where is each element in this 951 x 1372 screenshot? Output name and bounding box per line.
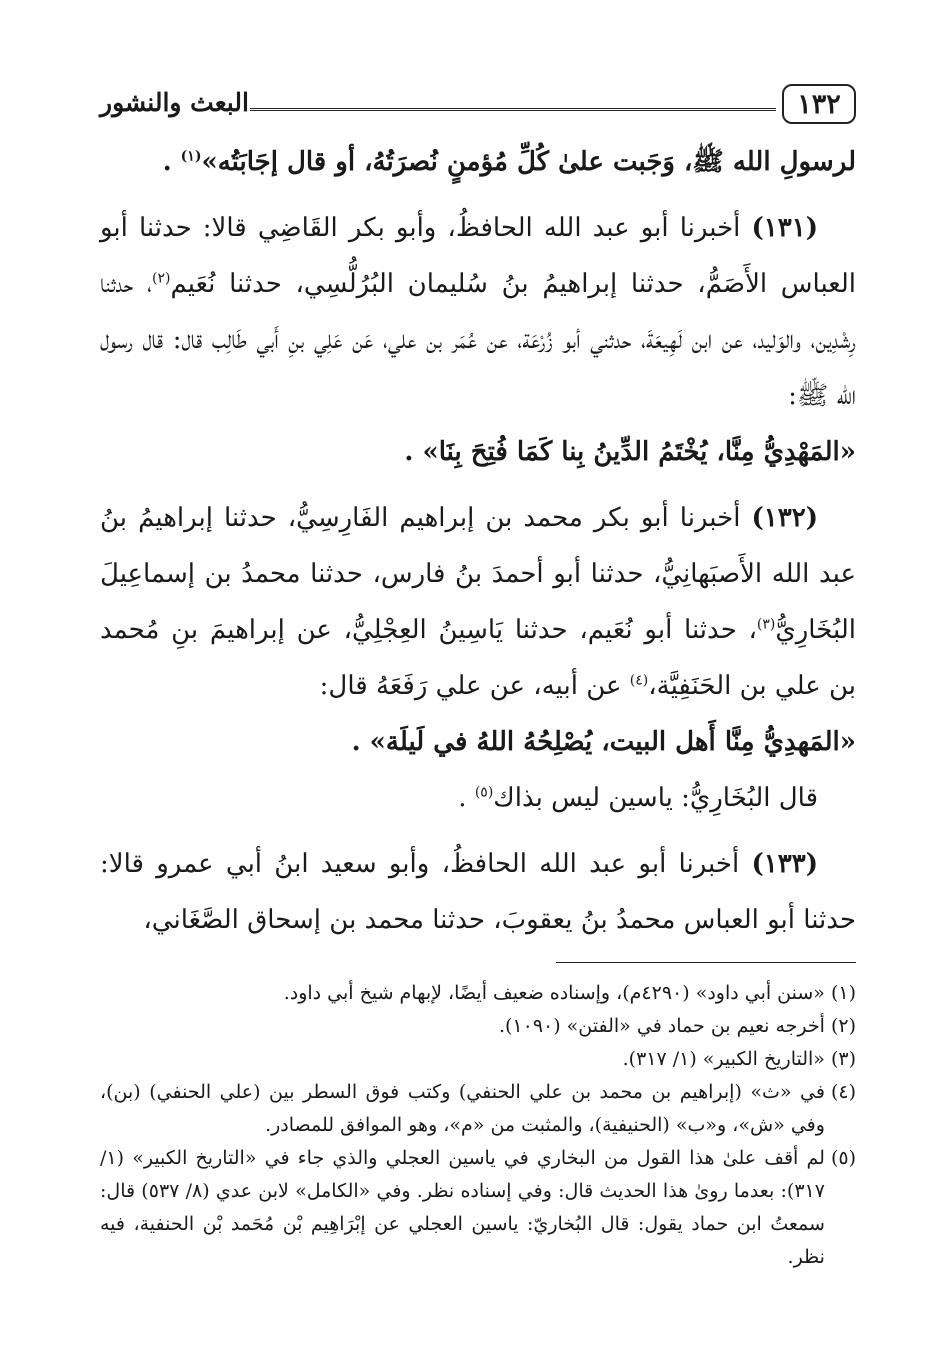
footnote-text: لم أقف علىٰ هذا القول من البخاري في ياسين العجلي والذي جاء في «التاريخ الكبير» (١/ ٣١٧): بعدما روىٰ هذا الحديث قال: وفي إسناده نظر. وفي «الكامل» لابن عدي (٨/ ٥٣٧) قال: سمعتُ ابن حماد يقول: قال البُخاريّ: ياسين العجلي عن إبْرَاهِيم بْن مُحَمد بْن الحنفية، فيه نظر. xyxy=(100,1147,825,1268)
hadith-text: لرسولِ الله ﷺ، وَجَبت علىٰ كُلِّ مُؤمنٍ نُصرَتُهُ، أو قال إجَابَتُه» xyxy=(201,147,856,177)
bukhari-comment xyxy=(100,770,856,826)
footnote-separator xyxy=(556,962,856,963)
footnote-number: (٣) xyxy=(830,1048,856,1070)
comment-text: قال البُخَارِيُّ: ياسين ليس بذاك xyxy=(493,783,818,813)
hadith-number: (١٣٢) xyxy=(751,503,818,533)
isnad-text: عن أبيه، عن علي رَفَعَهُ قال: xyxy=(319,671,630,701)
hadith-matn: «المَهدِيُّ مِنَّا أَهل البيت، يُصْلِحُهُ اللهُ في لَيلَة» . xyxy=(351,727,856,757)
paragraph-131 xyxy=(100,200,856,424)
footnotes xyxy=(100,977,856,1274)
running-title: البعث والنشور xyxy=(100,88,249,117)
hadith-matn: «المَهْدِيُّ مِنَّا، يُخْتَمُ الدِّينُ بِنا كَمَا فُتِحَ بِنَا» . xyxy=(404,437,856,467)
book-page xyxy=(100,70,856,1340)
footnote xyxy=(100,1043,856,1076)
paragraph-132 xyxy=(100,490,856,714)
footnote-text: أخرجه نعيم بن حماد في «الفتن» (١٠٩٠). xyxy=(498,1015,825,1037)
footnote xyxy=(100,977,856,1010)
footnote-number: (٤) xyxy=(830,1081,856,1103)
main-text xyxy=(100,134,856,948)
footnote-number: (١) xyxy=(830,982,856,1004)
isnad-text: أخبرنا أبو عبد الله الحافظُ، وأبو سعيد ابنُ أبي عمرو قالا: حدثنا أبو العباس محمدُ بنُ يعقوبَ، حدثنا محمد بن إسحاق الصَّغَاني، xyxy=(100,849,856,935)
footnote-text: «سنن أبي داود» (٤٢٩٠م)، وإسناده ضعيف أيضًا، لإبهام شيخ أبي داود. xyxy=(283,982,825,1004)
footnote-ref[interactable]: (٤) xyxy=(629,672,649,689)
isnad-text: ، حدثنا رِشْدِين، والوَليد، عن ابن لَهِيعَةَ، حدثني أبو زُرْعَة، عن عُمَر بن علي، عَن عَلِي بنِ أَبي طَالِب قال: قال رسول الله ﷺ: xyxy=(100,269,856,411)
footnote-ref[interactable]: (٢) xyxy=(152,270,171,287)
paragraph-133 xyxy=(100,836,856,948)
isnad-text: ، حدثنا أبو نُعَيم، حدثنا يَاسِينُ العِجْلِيُّ، عن إبراهيمَ بنِ مُحمد بن علي بن الحَنَفِيَّة، xyxy=(100,615,856,701)
header-rule xyxy=(250,108,776,111)
footnote xyxy=(100,1010,856,1043)
footnote-number: (٢) xyxy=(830,1015,856,1037)
hadith-number: (١٣٣) xyxy=(751,849,818,879)
page-header xyxy=(100,70,856,134)
footnote xyxy=(100,1076,856,1142)
isnad-text: أخبرنا أبو عبد الله الحافظُ، وأبو بكر القَاضِي قالا: حدثنا أبو العباس الأَصَمُّ، حدثنا إبراهيمُ بنُ سُليمان البُرُلُّسِي، حدثنا نُعَيم xyxy=(100,213,856,299)
footnote-ref[interactable]: (٥) xyxy=(474,784,494,801)
footnote xyxy=(100,1142,856,1274)
footnote-ref[interactable]: (٣) xyxy=(756,616,776,633)
hadith-continuation xyxy=(100,134,856,190)
footnote-text: في «ث» (إبراهيم بن محمد بن علي الحنفي) وكتب فوق السطر بين (علي الحنفي) (بن)، وفي «ش»، و«ب» (الحنيفية)، والمثبت من «م»، وهو الموافق للمصادر. xyxy=(100,1081,825,1136)
punctuation: . xyxy=(458,783,475,813)
page-number: ١٣٢ xyxy=(782,84,856,124)
punctuation: . xyxy=(162,147,181,177)
isnad-text: أخبرنا أبو بكر محمد بن إبراهيم الفَارِسِيُّ، حدثنا إبراهيمُ بنُ عبد الله الأَصبَهانِيُّ، حدثنا أبو أحمدَ بنُ فارس، حدثنا محمدُ بن إسماعِيلَ البُخَارِيُّ xyxy=(100,503,856,645)
hadith-number: (١٣١) xyxy=(751,213,818,243)
footnote-number: (٥) xyxy=(830,1147,856,1169)
footnote-ref[interactable]: (١) xyxy=(180,148,202,165)
footnote-text: «التاريخ الكبير» (١/ ٣١٧). xyxy=(622,1048,825,1070)
